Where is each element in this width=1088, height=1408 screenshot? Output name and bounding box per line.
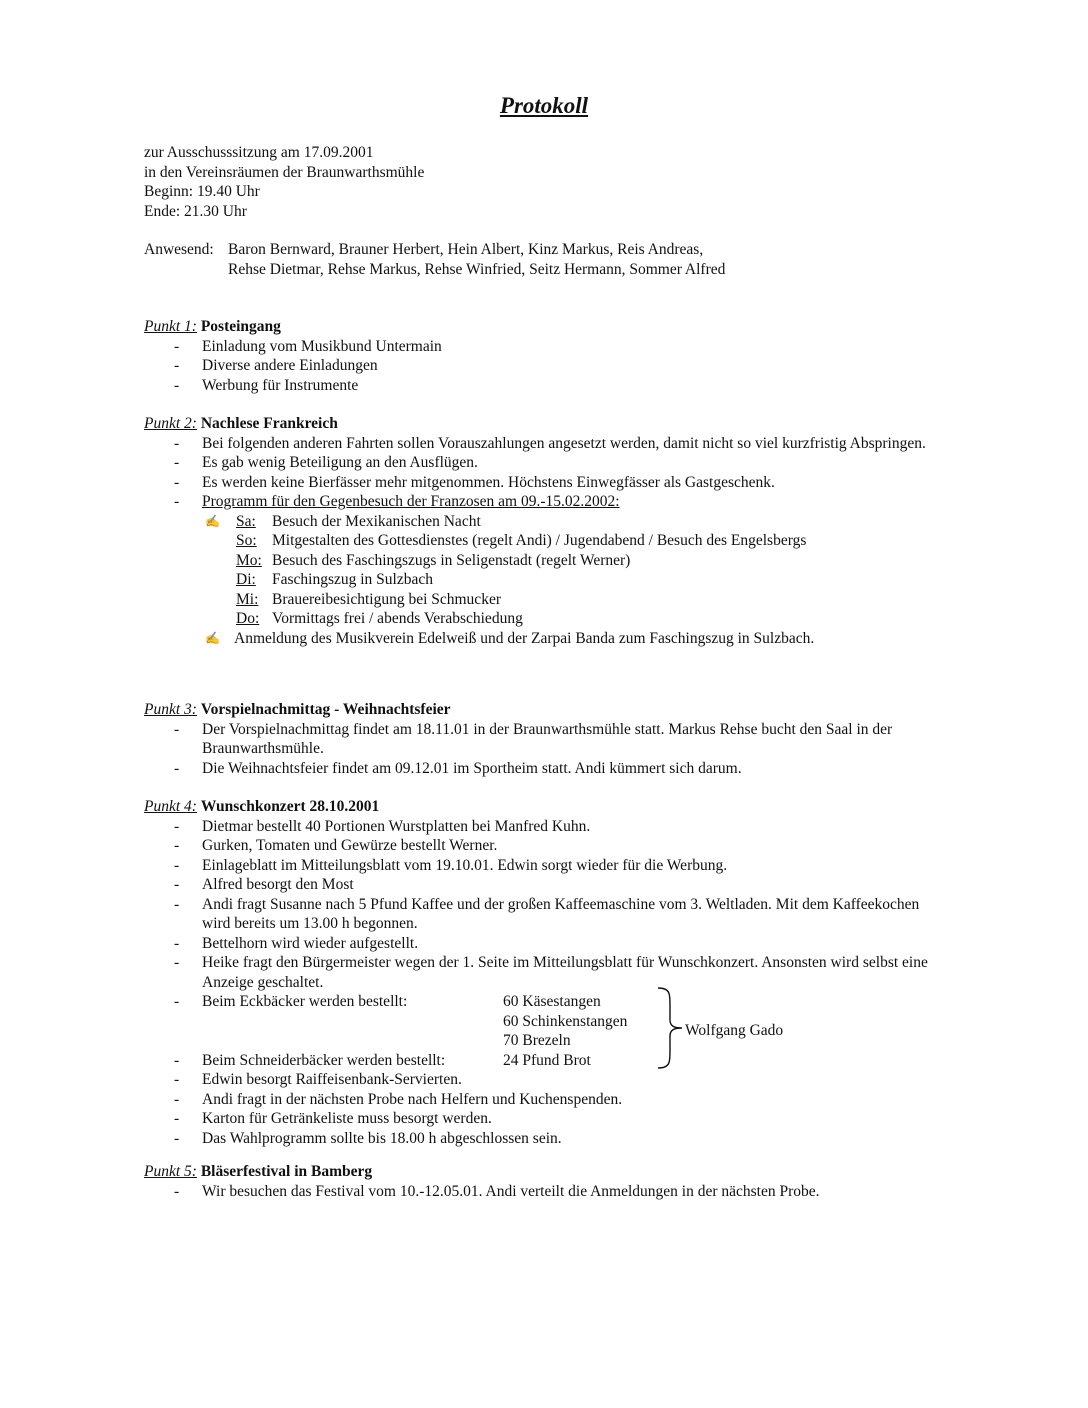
punkt-label: Punkt 5:: [144, 1163, 197, 1180]
list-item: - Die Weihnachtsfeier findet am 09.12.01 im Sportheim statt. Andi kümmert sich darum.: [174, 759, 742, 777]
brace-icon: [652, 986, 686, 1070]
list-item: - Einlageblatt im Mitteilungsblatt vom 19.10.01. Edwin sorgt wieder für die Werbung.: [174, 856, 728, 874]
section-name: Wunschkonzert 28.10.2001: [200, 798, 380, 815]
section-heading: [144, 700, 930, 720]
list-item: - Andi fragt in der nächsten Probe nach Helfern und Kuchenspenden.: [174, 1090, 623, 1108]
list-item: - Es werden keine Bierfässer mehr mitgenommen. Höchstens Einwegfässer als Gastgeschenk.: [174, 473, 775, 491]
page-title: Protokoll: [499, 93, 589, 118]
punkt-label: Punkt 1:: [144, 318, 197, 335]
meeting-line: Ende: 21.30 Uhr: [144, 202, 247, 220]
list-item: - Bei folgenden anderen Fahrten sollen Vorauszahlungen angesetzt werden, damit nicht so viel kurzfristig Abspringen.: [174, 434, 926, 452]
section-name: Posteingang: [200, 318, 281, 335]
order-item: 24 Pfund Brot: [503, 1051, 591, 1069]
section-name: Bläserfestival in Bamberg: [200, 1163, 373, 1180]
list-item: - Werbung für Instrumente: [174, 376, 359, 394]
section-heading: [144, 1162, 930, 1182]
list-item: - Andi fragt Susanne nach 5 Pfund Kaffee und der großen Kaffeemaschine vom 3. Weltladen. Mit dem Kaffeekochen wird bereits um 13.00 h begonnen.: [174, 895, 920, 932]
program-note: ✍ Anmeldung des Musikverein Edelweiß und der Zarpai Banda zum Faschingszug in Sulzbach.: [205, 629, 815, 647]
list-item: - Edwin besorgt Raiffeisenbank-Servierten.: [174, 1071, 462, 1088]
section-heading: [144, 414, 930, 434]
pen-icon: ✍: [205, 513, 220, 528]
meeting-info: [144, 143, 424, 221]
program-row: So: Mitgestalten des Gottesdienstes (regelt Andi) / Jugendabend / Besuch des Engelsbergs: [236, 532, 807, 549]
meeting-line: in den Vereinsräumen der Braunwarthsmühle: [144, 163, 425, 181]
attendees: [144, 240, 725, 279]
program-row: Mo: Besuch des Faschingszugs in Seligenstadt (regelt Werner): [236, 551, 631, 569]
list-item: - Es gab wenig Beteiligung an den Ausflügen.: [174, 454, 478, 471]
list-item: - Gurken, Tomaten und Gewürze bestellt Werner.: [174, 837, 498, 854]
list-item: - Dietmar bestellt 40 Portionen Wurstplatten bei Manfred Kuhn.: [174, 817, 591, 835]
pen-icon: ✍: [205, 630, 220, 645]
order-person: Wolfgang Gado: [685, 1022, 784, 1039]
list-item: - Das Wahlprogramm sollte bis 18.00 h abgeschlossen sein.: [174, 1129, 562, 1147]
list-item: - Bettelhorn wird wieder aufgestellt.: [174, 934, 419, 952]
section-heading: [144, 797, 930, 817]
list-item: - Heike fragt den Bürgermeister wegen der 1. Seite im Mitteilungsblatt für Wunschkonzert. Ansonsten wird selbst eine Anzeige geschaltet.: [174, 954, 928, 991]
punkt-label: Punkt 2:: [144, 415, 197, 432]
section-punkt-4: [144, 797, 930, 1148]
order-item: 70 Brezeln: [503, 1032, 571, 1049]
list-item: - Programm für den Gegenbesuch der Franzosen am 09.-15.02.2002:: [174, 493, 620, 510]
list-item: - Karton für Getränkeliste muss besorgt werden.: [174, 1110, 492, 1127]
section-name: Vorspielnachmittag - Weihnachtsfeier: [200, 701, 451, 718]
list-item: - Beim Schneiderbäcker werden bestellt:: [174, 1051, 446, 1069]
program-row: Di: Faschingszug in Sulzbach: [236, 571, 434, 588]
list-item: - Beim Eckbäcker werden bestellt:: [174, 993, 408, 1010]
punkt-label: Punkt 3:: [144, 701, 197, 718]
list-item: - Wir besuchen das Festival vom 10.-12.05.01. Andi verteilt die Anmeldungen in der nächsten Probe.: [174, 1182, 820, 1200]
section-punkt-1: [144, 317, 930, 395]
section-punkt-5: [144, 1162, 930, 1201]
meeting-line: zur Ausschusssitzung am 17.09.2001: [144, 144, 374, 161]
meeting-line: Beginn: 19.40 Uhr: [144, 183, 260, 200]
program-row: Mi: Brauereibesichtigung bei Schmucker: [236, 590, 501, 608]
list-item: - Diverse andere Einladungen: [174, 357, 378, 374]
program-row: Do: Vormittags frei / abends Verabschiedung: [236, 610, 523, 627]
section-name: Nachlese Frankreich: [200, 415, 338, 432]
section-punkt-2: [144, 414, 930, 648]
punkt-label: Punkt 4:: [144, 798, 197, 815]
list-item: - Der Vorspielnachmittag findet am 18.11.01 in der Braunwarthsmühle statt. Markus Rehse bucht den Saal in der Braunwarthsmühle.: [174, 720, 893, 757]
attendees-line: Rehse Dietmar, Rehse Markus, Rehse Winfried, Seitz Hermann, Sommer Alfred: [228, 260, 726, 278]
bakery-order: [144, 992, 930, 1070]
section-heading: [144, 317, 930, 337]
attendees-label: Anwesend:: [144, 241, 214, 258]
list-item: - Alfred besorgt den Most: [174, 876, 354, 893]
order-item: 60 Käsestangen: [503, 993, 601, 1010]
order-item: 60 Schinkenstangen: [503, 1012, 628, 1030]
program-row: ✍ Sa: Besuch der Mexikanischen Nacht: [205, 512, 481, 530]
attendees-line: Baron Bernward, Brauner Herbert, Hein Albert, Kinz Markus, Reis Andreas,: [228, 241, 704, 258]
section-punkt-3: [144, 700, 930, 778]
list-item: - Einladung vom Musikbund Untermain: [174, 337, 442, 355]
